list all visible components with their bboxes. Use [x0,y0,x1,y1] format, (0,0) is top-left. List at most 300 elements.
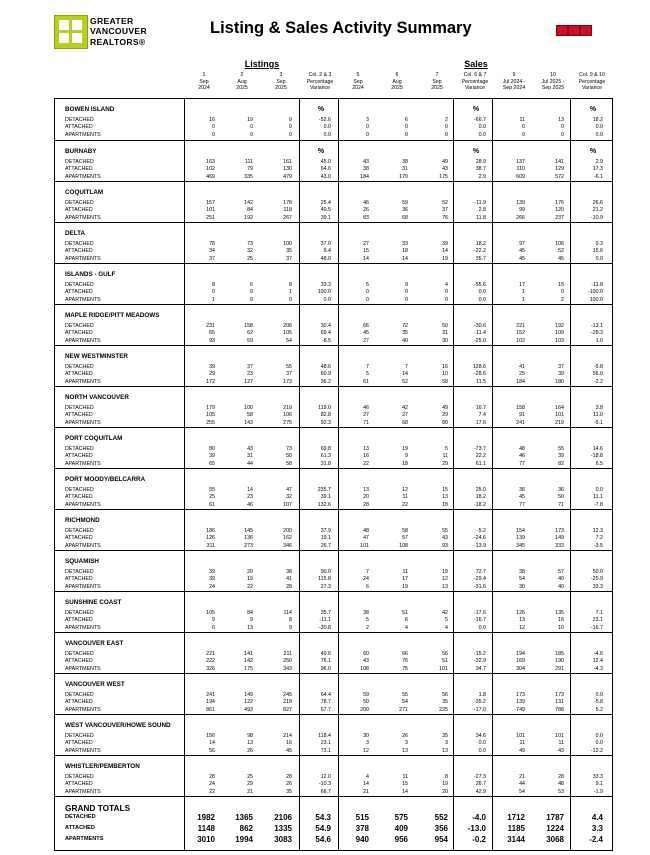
cell-col-4: -11.1 [319,617,331,624]
cell-col-7: 76 [442,214,448,221]
cell-col-9: 1185 [507,824,525,833]
cell-col-1: 24 [209,583,215,590]
cell-col-8: 18.2 [475,494,486,501]
cell-col-11: 0.0 [595,124,603,131]
cell-col-8: -27.3 [473,774,486,780]
cell-col-9: 110 [516,166,525,173]
table-row [55,789,612,796]
table-row [55,117,612,124]
row-label: ATTACHED [65,248,93,255]
cell-col-7: 552 [434,813,448,822]
column-header-11: Col. 9 & 10 Percentage Variance [578,72,606,91]
cell-col-1: 39 [209,453,215,460]
cell-col-11: -18.8 [590,453,603,460]
cell-col-6: 42 [402,405,408,411]
cell-col-8: 7.4 [478,412,486,419]
table-row [55,740,612,747]
cell-col-1: 34 [209,248,215,255]
cell-col-3: 35 [286,248,292,255]
cell-col-10: 55 [558,446,564,452]
row-label: APARTMENTS [65,131,101,138]
cell-col-9: 41 [519,364,525,370]
cell-col-8: -24.6 [473,535,486,542]
cell-col-8: -29.4 [473,576,486,583]
cell-col-7: 49 [442,159,448,165]
cell-col-6: 409 [394,824,408,833]
cell-col-9: 49 [519,747,525,754]
cell-col-8: 0.0 [478,124,486,131]
cell-col-7: 954 [434,835,448,844]
cell-col-6: 0 [405,296,408,303]
cell-col-6: 170 [399,173,408,180]
cell-col-11: 3.3 [591,824,603,833]
column-divider [338,99,339,850]
cell-col-3: 55 [286,364,292,370]
cell-col-6: 57 [402,535,408,542]
cell-col-2: 20 [247,569,253,575]
grand-totals-block [55,796,612,851]
cell-col-11: -16.7 [590,624,603,631]
cell-col-4: 40.5 [320,207,331,214]
cell-col-11: 12.3 [592,528,603,534]
row-label: ATTACHED [65,699,93,706]
cell-col-5: 184 [360,173,369,180]
cell-col-8: 128.6 [472,364,486,370]
cell-col-4: 96.0 [320,665,331,672]
table-row [55,494,612,501]
row-label: ATTACHED [65,207,93,214]
cell-col-4: 92.3 [320,419,331,426]
cell-col-10: 135 [555,610,564,616]
cell-col-6: 75 [402,665,408,672]
cell-col-2: 58 [247,412,253,419]
cell-col-11: -4.3 [593,665,603,672]
row-label: DETACHED [65,528,94,534]
cell-col-10: 180 [555,378,564,385]
cell-col-4: 78.7 [320,699,331,706]
cell-col-10: 164 [555,405,564,411]
cell-col-11: 2.9 [595,159,603,165]
cell-col-8: 34.6 [475,733,486,739]
cell-col-10: 40 [558,576,564,583]
cell-col-6: 15 [402,781,408,788]
cell-col-11: -2.4 [589,835,603,844]
cell-col-1: 222 [206,658,215,665]
cell-col-8: 35.7 [475,255,486,262]
section-name: BURNABY [65,148,97,155]
cell-col-5: 26 [363,207,369,214]
cell-col-4: 119.0 [318,405,331,411]
table-row [55,576,612,583]
row-label: DETACHED [65,200,94,206]
cell-col-9: 152 [516,330,525,337]
row-label: APARTMENTS [65,173,101,180]
cell-col-3: 0 [289,131,292,138]
grand-totals-title: GRAND TOTALS [65,803,131,813]
cell-col-3: 178 [283,200,292,206]
cell-col-10: 40 [558,583,564,590]
cell-col-10: 15 [558,282,564,288]
row-label: ATTACHED [65,166,93,173]
cell-col-1: 194 [206,699,215,706]
cell-col-6: 72 [402,323,408,329]
table-row [55,528,612,535]
cell-col-7: 19 [442,569,448,575]
cell-col-2: 14 [247,487,253,493]
cell-col-3: 827 [283,706,292,713]
cell-col-10: 141 [555,159,564,165]
cell-col-11: 14.6 [592,446,603,452]
cell-col-1: 157 [206,200,215,206]
cell-col-7: 19 [442,255,448,262]
row-label: DETACHED [65,117,94,123]
cell-col-11: 21.2 [592,207,603,214]
table-row [55,707,612,714]
cell-col-10: 1787 [546,813,564,822]
cell-col-7: 18 [442,501,448,508]
percent-marker: % [472,148,480,155]
section-block [55,345,612,387]
cell-col-2: 175 [244,665,253,672]
table-row [55,699,612,706]
cell-col-8: -13.9 [473,542,486,549]
cell-col-11: 56.0 [592,371,603,378]
section-name: WHISTLER/PEMBERTON [65,763,140,770]
cell-col-2: 22 [247,583,253,590]
cell-col-7: 5 [445,446,448,452]
cell-col-6: 26 [402,733,408,739]
cell-col-8: 17.6 [475,419,486,426]
section-block [55,550,612,592]
cell-col-9: 139 [516,535,525,542]
cell-col-5: 5 [366,617,369,624]
table-row [55,461,612,468]
section-block [55,99,612,140]
cell-col-8: -22.2 [473,248,486,255]
cell-col-1: 61 [209,501,215,508]
section-block [55,755,612,797]
cell-col-10: 185 [555,651,564,657]
cell-col-5: 43 [363,658,369,665]
cell-col-1: 172 [206,378,215,385]
cell-col-1: 80 [209,446,215,452]
cell-col-4: 33.3 [320,282,331,288]
gvr-logo [54,15,204,49]
cell-col-8: 0.0 [478,289,486,296]
cell-col-4: 48.6 [320,364,331,370]
table-row [55,207,612,214]
cell-col-3: 32 [286,494,292,501]
table-row [55,330,612,337]
cell-col-9: 45 [519,248,525,255]
cell-col-10: 173 [555,692,564,698]
section-block [55,591,612,633]
cell-col-6: 14 [402,255,408,262]
cell-col-8: -28.6 [473,371,486,378]
cell-col-4: 82.8 [320,412,331,419]
cell-col-9: 0 [522,131,525,138]
cell-col-10: 190 [555,658,564,665]
cell-col-1: 3010 [197,835,215,844]
cell-col-4: -52.6 [318,117,331,123]
row-label: ATTACHED [65,740,93,747]
cell-col-6: 52 [402,378,408,385]
table-row [55,174,612,181]
section-name: PORT COQUITLAM [65,435,123,442]
cell-col-8: 0.0 [478,740,486,747]
sales-group-label: Sales [464,59,488,69]
cell-col-5: 43 [363,159,369,165]
table-row [55,282,612,289]
cell-col-7: 15 [442,487,448,493]
cell-col-11: -13.1 [590,323,603,329]
gvr-logo-mark [54,15,88,49]
cell-col-7: 0 [445,296,448,303]
cell-col-7: 35 [442,699,448,706]
row-label: DETACHED [65,610,94,616]
listings-group-label: Listings [244,59,280,69]
cell-col-8: -25.0 [473,337,486,344]
cell-col-2: 79 [247,166,253,173]
cell-col-11: -3.5 [593,542,603,549]
cell-col-2: 493 [244,706,253,713]
cell-col-11: 18.2 [592,117,603,123]
cell-col-2: 26 [247,747,253,754]
section-block [55,222,612,264]
cell-col-4: 37.9 [320,528,331,534]
cell-col-10: 3068 [546,835,564,844]
cell-col-8: 26.7 [475,781,486,788]
cell-col-7: 2 [445,117,448,123]
cell-col-10: 131 [555,699,564,706]
cell-col-4: 54.9 [315,824,331,833]
cell-col-10: 333 [555,542,564,549]
row-label: DETACHED [65,487,94,493]
table-row [55,610,612,617]
cell-col-2: 0 [250,131,253,138]
column-header-6: 6 Aug 2025 [391,72,403,91]
cell-col-7: 11 [442,453,448,460]
cell-col-4: 132.6 [317,501,331,508]
cell-col-8: 72.7 [475,569,486,575]
cell-col-4: 76.1 [320,658,331,665]
cell-col-2: 145 [244,528,253,534]
cell-col-6: 0 [405,289,408,296]
cell-col-11: 0.0 [595,692,603,698]
cell-col-7: 4 [445,624,448,631]
cell-col-8: 38.7 [475,166,486,173]
section-block [55,181,612,223]
cell-col-9: 44 [519,781,525,788]
cell-col-10: 71 [558,501,564,508]
table-row [55,166,612,173]
cell-col-2: 862 [239,824,253,833]
cell-col-3: 50 [286,453,292,460]
cell-col-6: 6 [405,617,408,624]
cell-col-2: 44 [247,460,253,467]
cell-col-10: 192 [555,323,564,329]
cell-col-11: 17.3 [592,166,603,173]
section-block [55,673,612,715]
cell-col-9: 139 [516,200,525,206]
column-header-4: Col. 2 & 3 Percentage Variance [306,72,334,91]
row-label: ATTACHED [65,412,93,419]
cell-col-2: 192 [244,214,253,221]
row-label: APARTMENTS [65,419,101,426]
section-block [55,386,612,428]
cell-col-8: -32.9 [473,658,486,665]
cell-col-10: 120 [555,207,564,214]
cell-col-3: 161 [283,159,292,165]
cell-col-4: 54.3 [315,813,331,822]
cell-col-8: -11.9 [474,200,486,206]
cell-col-3: 100 [283,241,292,247]
cell-col-2: 29 [247,781,253,788]
cell-col-6: 575 [394,813,408,822]
cell-col-5: 27 [363,412,369,419]
cell-col-3: 206 [283,323,292,329]
cell-col-1: 14 [209,740,215,747]
table-row [55,379,612,386]
cell-col-5: 5 [366,371,369,378]
cell-col-6: 956 [394,835,408,844]
cell-col-5: 7 [366,364,369,370]
cell-col-6: 58 [402,528,408,534]
cell-col-8: -16.7 [473,617,486,624]
cell-col-6: 14 [402,371,408,378]
cell-col-2: 19 [247,576,253,583]
cell-col-5: 5 [366,282,369,288]
cell-col-7: 101 [439,665,448,672]
cell-col-6: 40 [402,337,408,344]
cell-col-8: -73.7 [473,446,486,452]
cell-col-7: 51 [442,658,448,665]
cell-col-1: 8 [212,282,215,288]
cell-col-2: 46 [247,501,253,508]
section-name: VANCOUVER EAST [65,640,124,647]
cell-col-6: 18 [402,460,408,467]
cell-col-2: 0 [250,124,253,131]
cell-col-8: -13.0 [467,824,486,833]
column-header-1: 1 Sep 2024 [198,72,210,91]
cell-col-3: 3083 [274,835,292,844]
cell-col-10: 48 [558,781,564,788]
cell-col-2: 73 [247,241,253,247]
table-row [55,834,612,845]
cell-col-8: -55.6 [473,282,486,288]
cell-col-10: 106 [555,241,564,247]
cell-col-11: 1.0 [595,337,603,344]
cell-col-7: 16 [442,364,448,370]
row-label: APARTMENTS [65,665,101,672]
cell-col-10: 0 [561,289,564,296]
cell-col-10: 43 [558,747,564,754]
cell-col-11: 0.0 [595,487,603,493]
cell-col-9: 54 [519,576,525,583]
cell-col-7: 175 [439,173,448,180]
cell-col-6: 18 [402,248,408,255]
cell-col-4: 61.3 [320,453,331,460]
cell-col-11: -100.0 [587,289,603,296]
cell-col-7: 49 [442,405,448,411]
cell-col-5: 60 [363,651,369,657]
cell-col-8: 11.8 [476,214,486,221]
table-row [55,323,612,330]
cell-col-5: 48 [363,528,369,534]
cell-col-2: 273 [244,542,253,549]
cell-col-1: 93 [209,337,215,344]
cell-col-9: 266 [516,214,525,221]
cell-col-2: 59 [247,337,253,344]
table-row [55,124,612,131]
cell-col-10: 173 [555,528,564,534]
cell-col-5: 38 [363,610,369,616]
cell-col-5: 6 [366,583,369,590]
table-row [55,692,612,699]
row-label: APARTMENTS [65,255,101,262]
section-name: MAPLE RIDGE/PITT MEADOWS [65,312,160,319]
cell-col-11: 26.6 [592,200,603,206]
cell-col-1: 55 [209,487,215,493]
cell-col-3: 162 [283,535,292,542]
cell-col-2: 21 [247,788,253,795]
row-label: DETACHED [65,446,94,452]
cell-col-9: 1 [522,289,525,296]
row-label: DETACHED [65,364,94,370]
cell-col-3: 37 [286,371,292,378]
cell-col-6: 12 [402,487,408,493]
cell-col-8: 0.0 [478,747,486,754]
cell-col-10: 13 [558,117,564,123]
cell-col-11: 3.8 [595,405,603,411]
section-block [55,140,612,182]
cell-col-1: 126 [206,535,215,542]
cell-col-6: 108 [399,542,408,549]
cell-col-11: 12.4 [592,658,603,665]
cell-col-3: 173 [283,378,292,385]
cell-col-5: 61 [363,378,369,385]
cell-col-2: 32 [247,248,253,255]
table-row [55,584,612,591]
cell-col-4: 35.7 [320,610,331,616]
cell-col-9: 749 [516,706,525,713]
cell-col-1: 255 [206,419,215,426]
cell-col-7: 93 [442,542,448,549]
cell-col-9: 45 [519,255,525,262]
cell-col-5: 50 [363,699,369,706]
cell-col-5: 14 [363,255,369,262]
cell-col-11: 7.1 [595,610,603,616]
section-block [55,632,612,674]
cell-col-10: 103 [555,337,564,344]
cell-col-4: 90.0 [320,569,331,575]
cell-col-6: 66 [402,651,408,657]
cell-col-7: 10 [442,371,448,378]
cell-col-11: 33.3 [592,774,603,780]
cell-col-11: -6.1 [593,173,603,180]
section-name: NEW WESTMINSTER [65,353,128,360]
cell-col-1: 0 [212,289,215,296]
cell-col-7: 14 [442,248,448,255]
cell-col-5: 7 [366,569,369,575]
cell-col-2: 13 [247,624,253,631]
table-row [55,364,612,371]
cell-col-1: 29 [209,371,215,378]
percent-marker: % [589,106,597,113]
cell-col-4: 66.7 [320,788,331,795]
cell-col-1: 22 [209,788,215,795]
cell-col-1: 156 [206,733,215,739]
